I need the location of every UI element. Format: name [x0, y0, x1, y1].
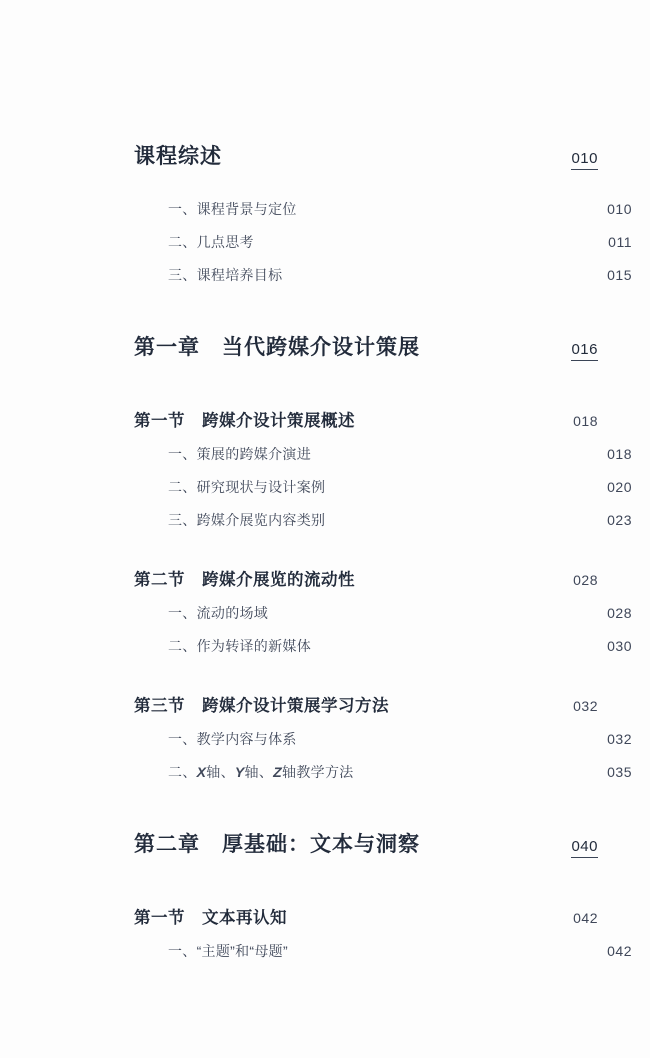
toc-section-page: 028: [573, 572, 598, 588]
spacer: [134, 858, 598, 884]
toc-item-label: 三、跨媒介展览内容类别: [168, 512, 326, 528]
toc-section-page: 018: [573, 413, 598, 429]
toc-item-page: 030: [607, 638, 632, 654]
toc-item-label: 一、课程背景与定位: [168, 201, 297, 217]
toc-section-row[interactable]: [134, 566, 598, 590]
toc-item-row[interactable]: [134, 510, 632, 530]
toc-section-label: 第三节 跨媒介设计策展学习方法: [134, 697, 389, 715]
toc-item-page: 035: [607, 764, 632, 780]
toc-item-page: 010: [607, 201, 632, 217]
toc-part-row[interactable]: [134, 331, 598, 361]
toc-item-row[interactable]: [134, 232, 632, 252]
toc-item-label: 一、“主题”和“母题”: [168, 943, 288, 959]
spacer: [134, 285, 598, 331]
toc-item-row[interactable]: [134, 477, 632, 497]
toc-item-row[interactable]: [134, 762, 632, 782]
spacer: [134, 530, 598, 546]
spacer: [134, 170, 598, 186]
toc-item-row[interactable]: [134, 729, 632, 749]
toc-part-row[interactable]: [134, 828, 598, 858]
toc-item-page: 020: [607, 479, 632, 495]
toc-item-page: 011: [608, 234, 632, 250]
spacer: [134, 782, 598, 828]
toc-part-label: 课程综述: [134, 145, 222, 168]
toc-section-row[interactable]: [134, 692, 598, 716]
toc-item-page: 015: [607, 267, 632, 283]
toc-item-label: 二、研究现状与设计案例: [168, 479, 326, 495]
toc-section-row[interactable]: [134, 904, 598, 928]
toc-item-page: 023: [607, 512, 632, 528]
toc-item-row[interactable]: [134, 444, 632, 464]
table-of-contents: [134, 140, 632, 961]
toc-section-label: 第一节 文本再认知: [134, 909, 287, 927]
toc-item-label: 三、课程培养目标: [168, 267, 283, 283]
toc-item-label: 一、流动的场域: [168, 605, 269, 621]
toc-section-label: 第二节 跨媒介展览的流动性: [134, 571, 355, 589]
toc-section-row[interactable]: [134, 407, 598, 431]
toc-section-page: 042: [573, 910, 598, 926]
toc-item-label: 一、教学内容与体系: [168, 731, 297, 747]
toc-part-page: 010: [571, 151, 598, 170]
toc-item-row[interactable]: [134, 941, 632, 961]
toc-part-row[interactable]: [134, 140, 598, 170]
toc-item-row[interactable]: [134, 603, 632, 623]
toc-item-page: 042: [607, 943, 632, 959]
toc-section-label: 第一节 跨媒介设计策展概述: [134, 412, 355, 430]
toc-part-page: 016: [571, 342, 598, 361]
toc-part-label: 第一章 当代跨媒介设计策展: [134, 336, 420, 359]
toc-item-label-axes: 二、X轴、Y轴、Z轴教学方法: [168, 764, 354, 780]
toc-item-row[interactable]: [134, 636, 632, 656]
toc-item-row[interactable]: [134, 265, 632, 285]
toc-part-label: 第二章 厚基础：文本与洞察: [134, 833, 420, 856]
toc-item-label: 二、作为转译的新媒体: [168, 638, 311, 654]
spacer: [134, 361, 598, 387]
toc-part-page: 040: [571, 839, 598, 858]
toc-item-label: 一、策展的跨媒介演进: [168, 446, 311, 462]
toc-item-page: 018: [607, 446, 632, 462]
toc-section-page: 032: [573, 698, 598, 714]
spacer: [134, 656, 598, 672]
toc-item-page: 032: [607, 731, 632, 747]
toc-item-label: 二、几点思考: [168, 234, 254, 250]
toc-item-page: 028: [607, 605, 632, 621]
toc-item-row[interactable]: [134, 199, 632, 219]
